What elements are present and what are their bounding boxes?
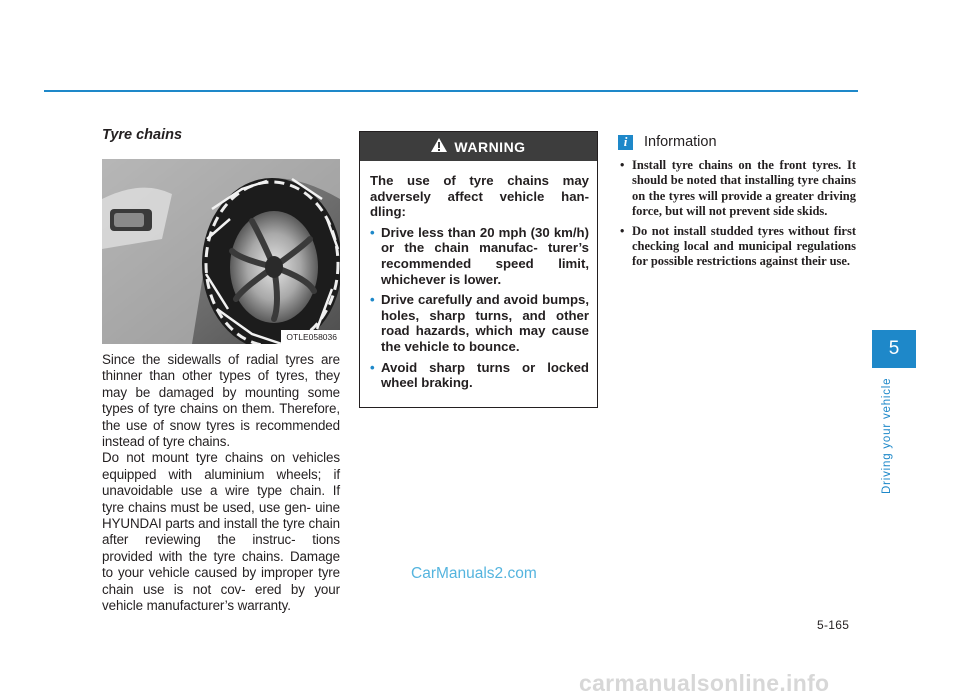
left-column <box>102 127 340 615</box>
header-rule <box>44 90 858 92</box>
watermark-link[interactable]: CarManuals2.com <box>411 565 537 582</box>
warning-item: • Avoid sharp turns or locked wheel braking. <box>370 359 589 391</box>
information-list <box>618 158 856 270</box>
bullet-icon: • <box>370 292 375 308</box>
bullet-icon: • <box>370 224 375 240</box>
chapter-tab: 5 <box>872 330 916 368</box>
warning-triangle-icon <box>431 138 447 155</box>
body-paragraph: Do not mount tyre chains on vehicles equipped with aluminium wheels; if unavoidable use a wire type chain. If tyre chains must be used, use gen- uine HYUNDAI parts and install the tyre chain after reviewing the instruc- tions provided with the tyre chains. Damage to your vehicle caused by improper tyre chain use is not cov- ered by your vehicle manufacturer’s warranty. <box>102 450 340 614</box>
information-header <box>618 134 856 150</box>
warning-title: WARNING <box>454 138 526 155</box>
watermark-footer: carmanualsonline.info <box>579 670 830 696</box>
warning-item: • Drive carefully and avoid bumps, holes, sharp turns, and other road hazards, which may cause the vehicle to bounce. <box>370 292 589 354</box>
figure-code: OTLE058036 <box>281 330 340 344</box>
information-item: • Install tyre chains on the front tyres. It should be noted that installing tyre chains on the tyres will provide a greater driving force, but will not prevent side skids. <box>620 158 856 219</box>
warning-box <box>359 131 598 408</box>
bullet-icon: • <box>620 158 625 172</box>
body-text <box>102 352 340 615</box>
warning-intro: The use of tyre chains may adversely affect vehicle han- dling: <box>370 173 589 220</box>
warning-item: • Drive less than 20 mph (30 km/h) or the chain manufac- turer’s recommended speed limit, whichever is lower. <box>370 224 589 287</box>
info-icon: i <box>618 135 633 150</box>
warning-list <box>370 225 589 391</box>
chapter-label: Driving your vehicle <box>881 377 893 494</box>
bullet-icon: • <box>620 223 625 238</box>
bullet-icon: • <box>370 359 375 375</box>
page-number: 5-165 <box>817 618 850 632</box>
information-item: • Do not install studded tyres without first checking local and municipal regulations for possible restrictions against their use. <box>620 223 856 269</box>
information-title: Information <box>644 134 717 150</box>
warning-body <box>360 161 597 391</box>
body-paragraph: Since the sidewalls of radial tyres are thinner than other types of tyres, they may be damaged by mounting some types of tyre chains on them. Therefore, the use of snow tyres is recommended instead of tyre chains. <box>102 352 340 450</box>
warning-header <box>360 132 597 161</box>
section-title: Tyre chains <box>102 127 183 143</box>
tyre-chain-photo <box>102 159 340 344</box>
tyre-chain-illustration <box>102 159 340 344</box>
information-column <box>618 134 856 274</box>
